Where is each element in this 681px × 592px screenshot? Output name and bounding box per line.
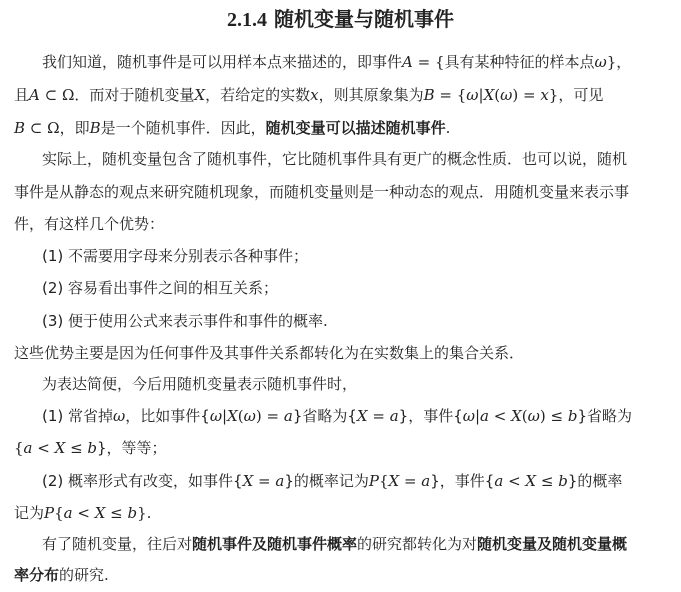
emphasis-text: 随机变量可以描述随机事件 <box>265 119 446 137</box>
paragraph-1-line-3: B ⊂ Ω，即B是一个随机事件．因此，随机变量可以描述随机事件. <box>14 119 451 137</box>
paragraph-2-line-2: 事件是从静态的观点来研究随机现象，而随机变量则是一种动态的观点．用随机变量来表示事 <box>14 183 630 201</box>
list-item-3: (3) 便于使用公式来表示事件和事件的概率. <box>42 312 328 330</box>
list-item-2: (2) 容易看出事件之间的相互关系； <box>42 279 279 297</box>
section-number: 2.1.4 <box>227 9 268 31</box>
paragraph-1-line-1: 我们知道，随机事件是可以用样本点来描述的，即事件A = {具有某种特征的样本点ω}， <box>42 53 632 71</box>
convention-2-line-2: 记为P{a < X ≤ b}. <box>14 504 152 522</box>
section-title <box>0 5 681 34</box>
section-title-text: 随机变量与随机事件 <box>273 7 454 31</box>
convention-1-line-1: (1) 常省掉ω，比如事件{ω|X(ω) = a}省略为{X = a}，事件{ω|a < X(ω) ≤ b}省略为 <box>42 407 633 425</box>
list-item-1: (1) 不需要用字母来分别表示各种事件； <box>42 247 309 265</box>
paragraph-5-line-1: 有了随机变量，往后对随机事件及随机事件概率的研究都转化为对随机变量及随机变量概 <box>42 535 628 553</box>
paragraph-3: 这些优势主要是因为任何事件及其事件关系都转化为在实数集上的集合关系． <box>14 344 525 362</box>
emphasis-text: 随机变量及随机变量概 <box>477 535 628 553</box>
convention-1-line-2: {a < X ≤ b}，等等； <box>14 439 167 457</box>
paragraph-2-line-1: 实际上，随机变量包含了随机事件，它比随机事件具有更广的概念性质．也可以说，随机 <box>42 150 628 168</box>
paragraph-4: 为表达简便，今后用随机变量表示随机事件时， <box>42 375 358 393</box>
emphasis-text: 随机事件及随机事件概率 <box>192 535 358 553</box>
convention-2-line-1: (2) 概率形式有改变，如事件{X = a}的概率记为P{X = a}，事件{a < X ≤ b}的概率 <box>42 472 623 490</box>
paragraph-5-line-2: 率分布的研究. <box>14 566 109 584</box>
paragraph-1-line-2: 且A ⊂ Ω．而对于随机变量X，若给定的实数x，则其原象集为B = {ω|X(ω) = x}，可见 <box>14 86 604 104</box>
paragraph-2-line-3: 件，有这样几个优势： <box>14 215 165 233</box>
emphasis-text: 率分布 <box>14 566 60 584</box>
